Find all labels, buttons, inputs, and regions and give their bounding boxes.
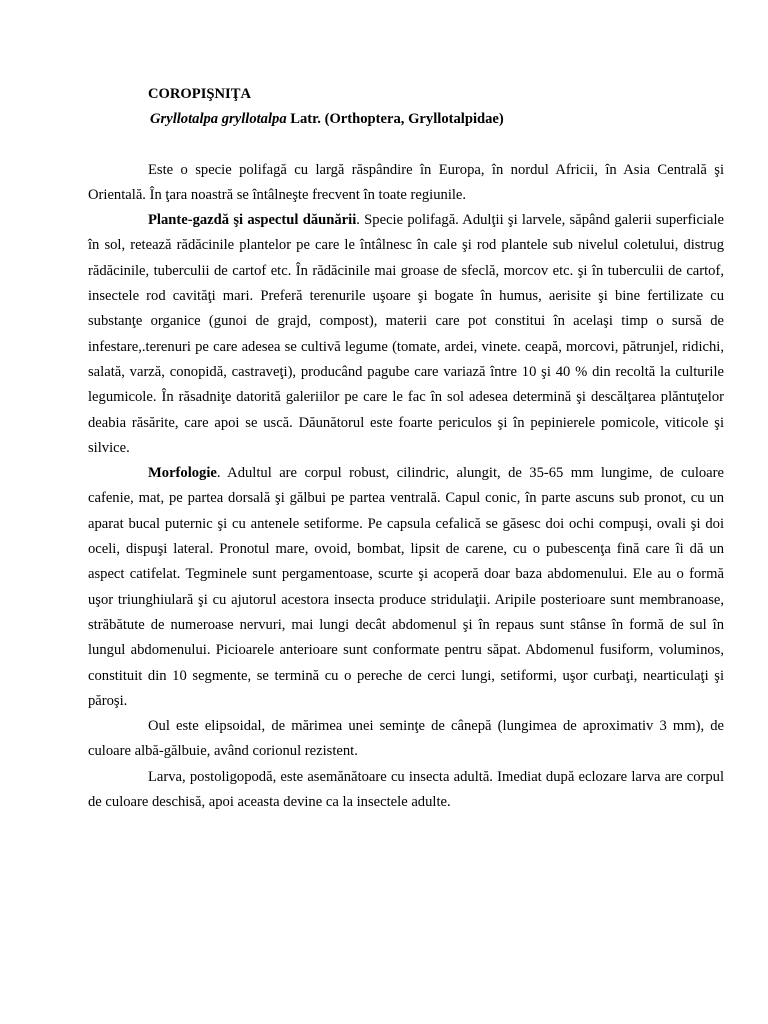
hosts-heading: Plante-gazdă şi aspectul dăunării <box>148 212 357 229</box>
intro-paragraph: Este o specie polifagă cu largă răspândire în Europa, în nordul Africii, în Asia Centrală şi Orientală. În ţara noastră se întâlneşte frecvent în toate regiunile. <box>88 161 724 203</box>
larva-paragraph: Larva, postoligopodă, este asemănătoare cu insecta adultă. Imediat după eclozare larva are corpul de culoare deschisă, apoi aceasta devine ca la insectele adulte. <box>88 768 724 811</box>
document-page <box>88 82 724 815</box>
document-subtitle <box>150 107 724 132</box>
hosts-paragraph <box>88 208 724 461</box>
morphology-text: . Adultul are corpul robust, cilindric, alungit, de 35-65 mm lungime, de culoare cafenie, mat, pe partea dorsală şi gălbui pe partea ventrală. Capul conic, în parte ascuns sub pronot, cu un aparat bucal puternic şi cu antenele setiforme. Pe capsula cefalică se găsesc doi ochi compuşi, ovali şi doi oceli, dispuşi lateral. Pronotul mare, ovoid, bombat, lipsit de carene, cu o pubescenţa fină care îi dă un aspect catifelat. Tegminele sunt pergamentoase, scurte şi acoperă doar baza abdomenului. Ele au o formă uşor triunghiulară şi cu ajutorul acestora insecta produce stridulaţii. Aripile posterioare sunt membranoase, străbătute de numeroase nervuri, mai lungi decât abdomenul şi în repaus sunt stânse în formă de sul în lungul abdomenului. Picioarele anterioare sunt conformate pentru săpat. Abdomenul fusiform, voluminos, constituit din 10 segmente, se termină cu o pereche de cerci lungi, setiformi, uşor curbaţi, nearticulaţi şi păroşi. <box>88 465 724 709</box>
egg-paragraph: Oul este elipsoidal, de mărimea unei seminţe de cânepă (lungimea de aproximativ 3 mm), de culoare albă-gălbuie, având corionul rezistent. <box>88 718 724 760</box>
document-title: COROPIŞNIŢA <box>148 86 251 102</box>
species-name: Gryllotalpa gryllotalpa <box>150 111 287 128</box>
morphology-heading: Morfologie <box>148 465 217 482</box>
hosts-text: . Specie polifagă. Adulţii şi larvele, săpând galerii superficiale în sol, retează rădăcinile plantelor pe care le întâlnesc în cale şi rod plantele sub nivelul coletului, distrug rădăcinile, tuberculii de cartof etc. În rădăcinile mai groase de sfeclă, morcov etc. şi în tuberculii de cartof, insectele rod cavităţi mari. Preferă terenurile uşoare şi bogate în humus, aerisite şi bine fertilizate cu substanţe organice (gunoi de grajd, compost), materii care pot constitui în acelaşi timp o sursă de infestare,.terenuri pe care adesea se cultivă legume (tomate, ardei, vinete. ceapă, morcovi, pătrunjel, ridichi, salată, varză, conopidă, castraveţi), producând pagube care variază între 10 şi 40 % din recoltă la culturile legumicole. În răsadniţe datorită galeriilor pe care le fac în sol adesea determină şi descălţarea plăntuţelor deabia răsărite, care apoi se uscă. Dăunătorul este foarte periculos şi în pepinierele pomicole, viticole şi silvice. <box>88 212 724 456</box>
species-classification: Latr. (Orthoptera, Gryllotalpidae) <box>286 111 504 128</box>
morphology-paragraph <box>88 461 724 714</box>
